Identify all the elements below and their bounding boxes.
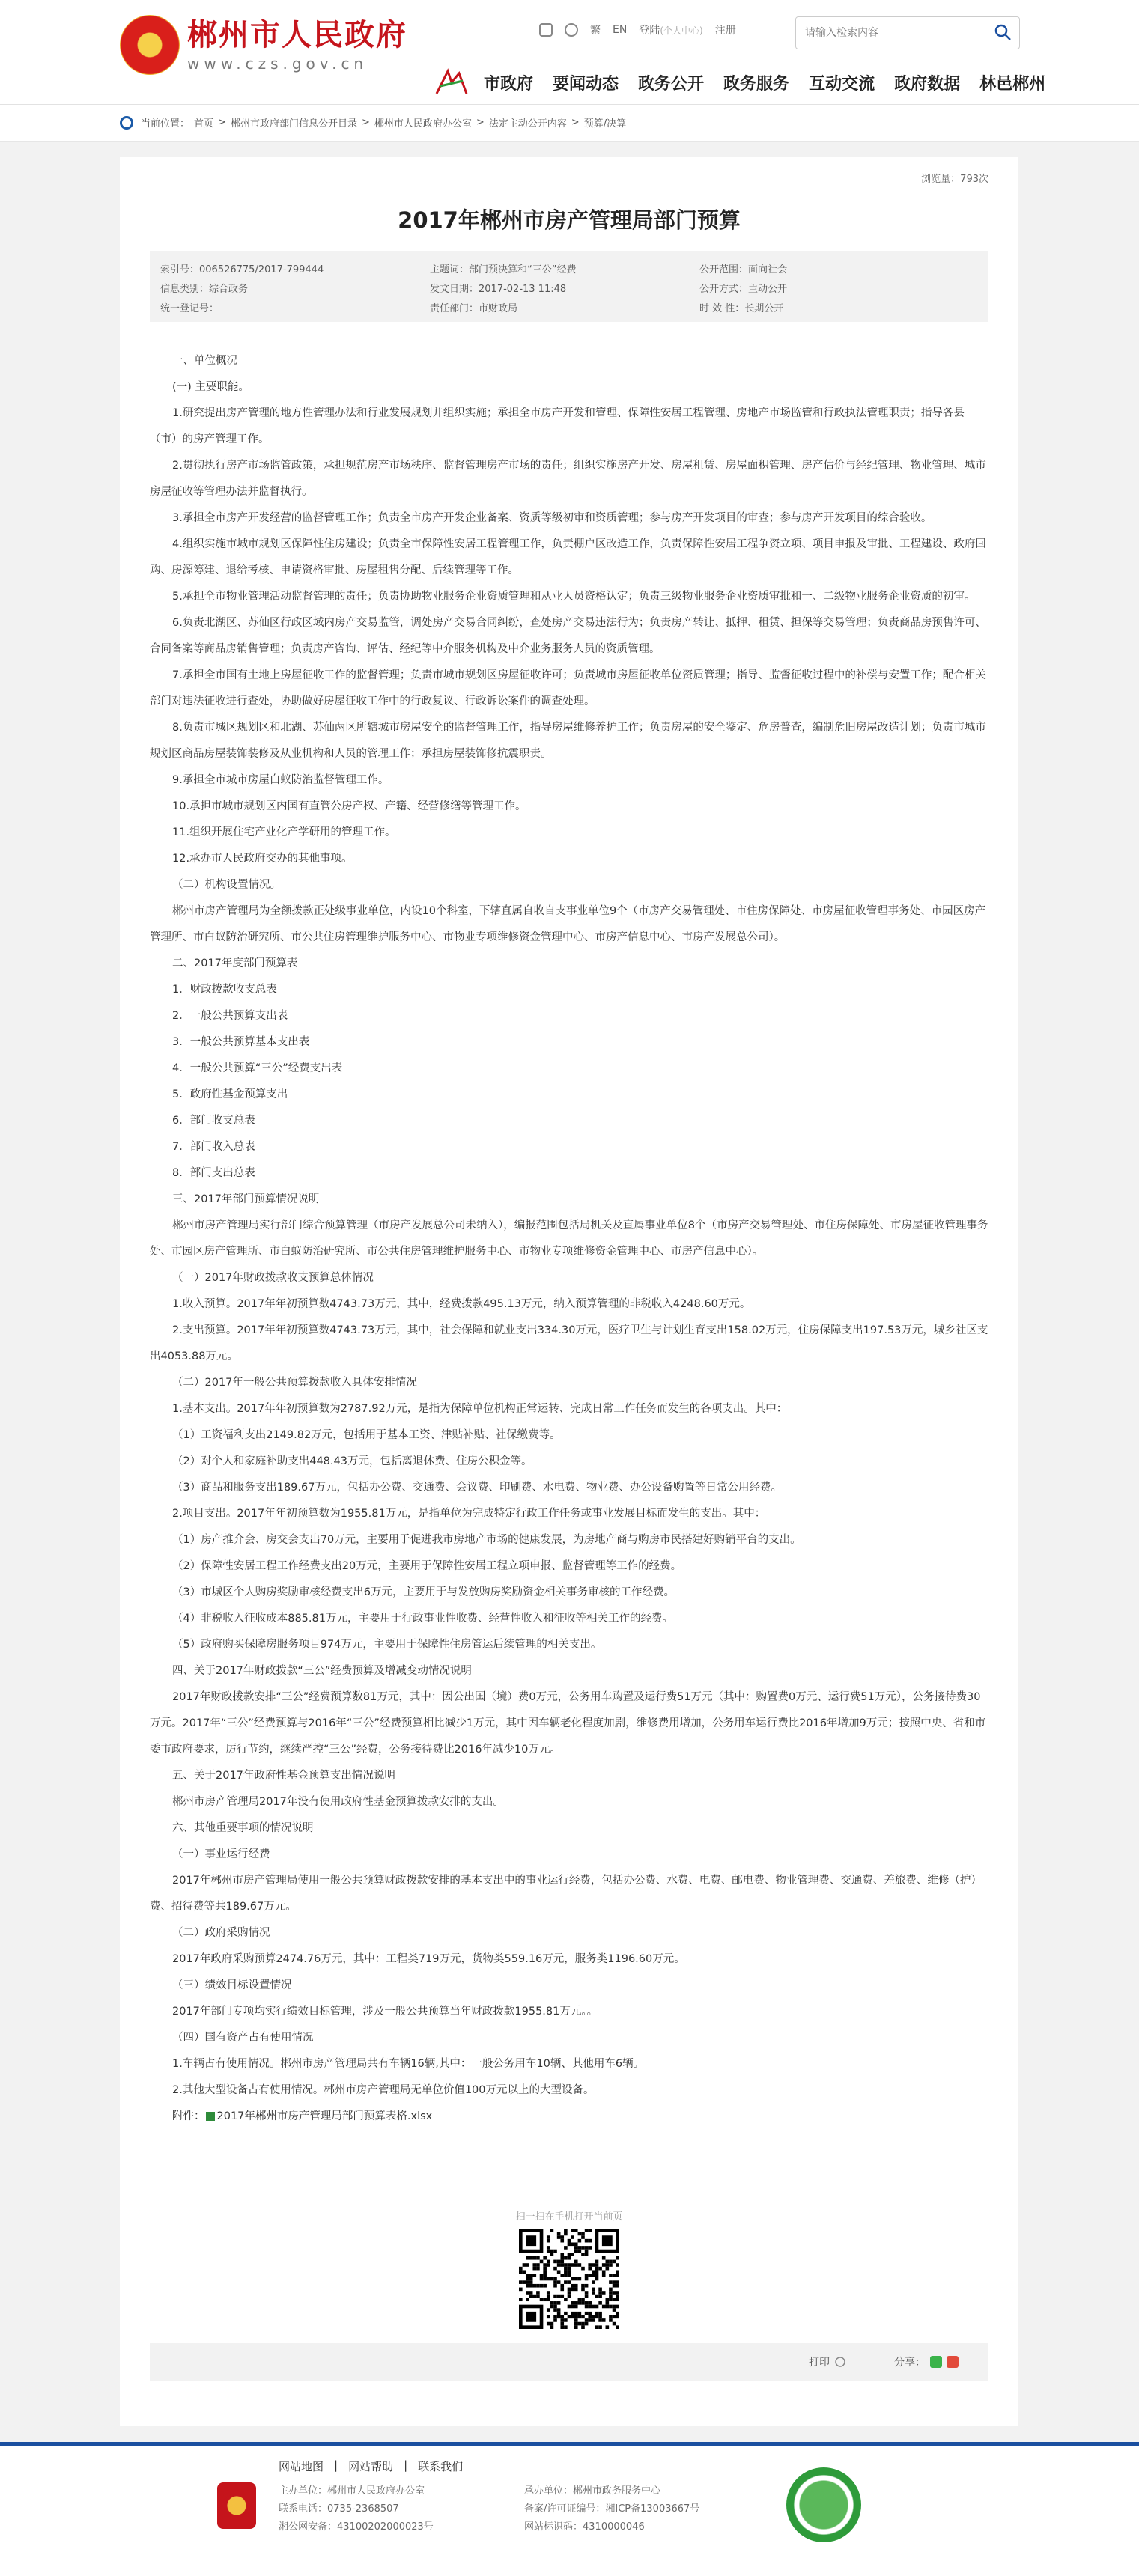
print-button[interactable] bbox=[809, 2354, 846, 2369]
article-paragraph: 2.项目支出。2017年年初预算数为1955.81万元，是指单位为完成特定行政工作任务或事业发展目标而发生的支出。其中： bbox=[172, 1508, 766, 1520]
article-paragraph: 2.其他大型设备占有使用情况。郴州市房产管理局无单位价值100万元以上的大型设备。 bbox=[172, 2084, 595, 2096]
article-paragraph: 2017年部门专项均实行绩效目标管理，涉及一般公共预算当年财政拨款1955.81万元。。 bbox=[172, 2006, 598, 2018]
qr-label: 扫一扫在手机打开当前页 bbox=[515, 2211, 623, 2223]
traditional-chinese-link[interactable]: 繁 bbox=[590, 25, 601, 37]
article-paragraph: 11.组织开展住宅产业化产学研用的管理工作。 bbox=[172, 826, 396, 838]
qr-code-icon bbox=[519, 2229, 619, 2329]
footer-link-contact[interactable]: 联系我们 bbox=[418, 2460, 464, 2473]
article-paragraph: 3.承担全市房产开发经营的监督管理工作；负责全市房产开发企业备案、资质等级初审和资质管理；参与房产开发项目的审查；参与房产开发项目的综合验收。 bbox=[172, 512, 932, 524]
meta-validity: 时 效 性：长期公开 bbox=[699, 303, 784, 314]
footer-link-sitemap[interactable]: 网站地图 bbox=[279, 2460, 324, 2473]
breadcrumb-item-budget[interactable]: 预算/决算 bbox=[583, 118, 627, 130]
elder-mode-icon[interactable] bbox=[565, 23, 578, 37]
article-paragraph: （1）工资福利支出2149.82万元，包括用于基本工资、津贴补贴、社保缴费等。 bbox=[172, 1429, 561, 1441]
footer-organizer: 承办单位：郴州市政务服务中心 bbox=[524, 2485, 661, 2497]
article-paragraph: （一）事业运行经费 bbox=[172, 1848, 270, 1860]
accessibility-icon[interactable] bbox=[539, 23, 553, 37]
footer-info-right bbox=[524, 2482, 699, 2536]
article-paragraph: 4.组织实施市城市规划区保障性住房建设；负责全市保障性安居工程管理工作，负责棚户区改造工作，负责保障性安居工程争资立项、项目申报及审批、工程建设、政府回购、房源筹建、退给考核、申请资格审批、房屋租售分配、后续管理等工作。 bbox=[150, 538, 986, 576]
meta-scope: 公开范围：面向社会 bbox=[699, 264, 788, 275]
breadcrumb-item-office[interactable]: 郴州市人民政府办公室 bbox=[374, 118, 472, 130]
article-paragraph: 12.承办市人民政府交办的其他事项。 bbox=[172, 853, 353, 865]
printer-icon bbox=[834, 2356, 846, 2368]
article-paragraph: 6．部门收支总表 bbox=[172, 1115, 255, 1127]
breadcrumb: 当前位置： 首页 > 郴州市政府部门信息公开目录 > 郴州市人民政府办公室 > 法定主动公开内容 > 预算/决算 bbox=[120, 115, 631, 130]
qr-section bbox=[120, 2208, 1018, 2332]
breadcrumb-item-statutory[interactable]: 法定主动公开内容 bbox=[488, 118, 567, 130]
article-paragraph: （4）非税收入征收成本885.81万元，主要用于行政事业性收费、经营性收入和征收等相关工作的经费。 bbox=[172, 1613, 673, 1625]
attachment-label: 附件： bbox=[172, 2110, 205, 2122]
site-name: 郴州市人民政府 bbox=[187, 18, 407, 52]
footer-sponsor: 主办单位：郴州市人民政府办公室 bbox=[279, 2485, 425, 2497]
article-paragraph: （一）2017年财政拨款收支预算总体情况 bbox=[172, 1272, 374, 1284]
article-paragraph: 3．一般公共预算基本支出表 bbox=[172, 1036, 310, 1048]
article-paragraph: （1）房产推介会、房交会支出70万元，主要用于促进我市房地产市场的健康发展，为房地产商与购房市民搭建好购销平台的支出。 bbox=[172, 1534, 801, 1546]
article-paragraph: 2.贯彻执行房产市场监管政策，承担规范房产市场秩序、监督管理房产市场的责任；组织实施房产开发、房屋租赁、房屋面积管理、房产估价与经纪管理、物业管理、城市房屋征收等管理办法并监督执行。 bbox=[150, 460, 986, 498]
utility-bar bbox=[539, 22, 736, 37]
article-paragraph: (一) 主要职能。 bbox=[172, 381, 249, 393]
attachment-line bbox=[150, 2104, 988, 2130]
article-toolbar bbox=[150, 2343, 988, 2381]
article-paragraph: 2017年政府采购预算2474.76万元，其中：工程类719万元，货物类559.16万元，服务类1196.60万元。 bbox=[172, 1953, 685, 1965]
login-link[interactable]: 登陆(个人中心) bbox=[639, 25, 703, 37]
footer-link-help[interactable]: 网站帮助 bbox=[348, 2460, 394, 2473]
meta-subject: 主题词：部门预决算和“三公”经费 bbox=[430, 264, 577, 275]
print-label: 打印 bbox=[809, 2357, 830, 2369]
meta-dept: 责任部门：市财政局 bbox=[430, 303, 518, 314]
register-link[interactable]: 注册 bbox=[714, 25, 736, 37]
article-paragraph: 8.负责市城区规划区和北湖、苏仙两区所辖城市房屋安全的监督管理工作，指导房屋维修养护工作；负责房屋的安全鉴定、危房普查，编制危旧房屋改造计划；负责市城市规划区商品房屋装饰装修及从业机构和人员的管理工作；承担房屋装饰修抗震职责。 bbox=[150, 722, 986, 760]
article-paragraph: 9.承担全市城市房屋白蚁防治监督管理工作。 bbox=[172, 774, 389, 786]
gov-website-seal-icon[interactable] bbox=[786, 2467, 861, 2542]
article-paragraph: 4．一般公共预算“三公”经费支出表 bbox=[172, 1062, 343, 1074]
nav-item-services[interactable]: 政务服务 bbox=[723, 74, 790, 94]
article-paragraph: 四、关于2017年财政拨款“三公”经费预算及增减变动情况说明 bbox=[172, 1665, 472, 1677]
main-nav bbox=[433, 67, 1065, 97]
article-paragraph: （四）国有资产占有使用情况 bbox=[172, 2032, 314, 2044]
footer-phone: 联系电话：0735-2368507 bbox=[279, 2503, 399, 2515]
article-paragraph: （2）保障性安居工程工作经费支出20万元，主要用于保障性安居工程立项申报、监督管理等工作的经费。 bbox=[172, 1560, 682, 1572]
article-paragraph: 1.基本支出。2017年年初预算数为2787.92万元，是指为保障单位机构正常运转、完成日常工作任务而发生的各项支出。其中： bbox=[172, 1403, 788, 1415]
weibo-share-icon[interactable] bbox=[947, 2356, 959, 2368]
article-paragraph: 郴州市房产管理局2017年没有使用政府性基金预算拨款安排的支出。 bbox=[172, 1796, 504, 1808]
article-paragraph: 六、其他重要事项的情况说明 bbox=[172, 1822, 314, 1834]
breadcrumb-item-catalog[interactable]: 郴州市政府部门信息公开目录 bbox=[230, 118, 357, 130]
search-box bbox=[795, 16, 1020, 49]
nav-item-open-government[interactable]: 政务公开 bbox=[638, 74, 705, 94]
search-icon[interactable] bbox=[994, 23, 1012, 41]
site-url: www.czs.gov.cn bbox=[187, 55, 368, 73]
view-count: 浏览量：793次 bbox=[921, 174, 988, 185]
article-paragraph: 2017年财政拨款安排“三公”经费预算数81万元，其中：因公出国（境）费0万元，公务用车购置及运行费51万元（其中：购置费0万元、运行费51万元），公务接待费30万元。2017年“三公”经费预算与2016年“三公”经费预算相比减少1万元，其中因车辆老化程度加剧，维修费用增加，公务用车运行费比2016年增加9万元；按照中央、省和市委市政府要求，厉行节约，继续严控“三公”经费，公务接待费比2016年减少10万元。 bbox=[150, 1691, 986, 1756]
share-label: 分享： bbox=[894, 2357, 926, 2369]
article-paragraph: 二、2017年度部门预算表 bbox=[172, 957, 298, 969]
location-pin-icon bbox=[120, 116, 133, 130]
article-paragraph: （三）绩效目标设置情况 bbox=[172, 1979, 292, 1991]
article-paragraph: （2）对个人和家庭补助支出448.43万元，包括离退休费、住房公积金等。 bbox=[172, 1455, 532, 1467]
footer-site-code: 网站标识码：4310000046 bbox=[524, 2521, 645, 2533]
nav-decoration-icon bbox=[433, 67, 470, 97]
article-paragraph: （3）商品和服务支出189.67万元，包括办公费、交通费、会议费、印刷费、水电费、物业费、办公设备购置等日常公用经费。 bbox=[172, 1482, 782, 1493]
site-logo[interactable] bbox=[120, 15, 407, 75]
article-paragraph: 6.负责北湖区、苏仙区行政区域内房产交易监管，调处房产交易合同纠纷，查处房产交易违法行为；负责房产转让、抵押、租赁、担保等交易管理；负责商品房预售许可、合同备案等商品房销售管理；负责房产咨询、评估、经纪等中介服务机构及中介业务服务人员的资质管理。 bbox=[150, 617, 986, 655]
article-paragraph: 一、单位概况 bbox=[172, 355, 237, 367]
breadcrumb-label: 当前位置： bbox=[141, 118, 190, 130]
article-paragraph: （5）政府购买保障房服务项目974万元，主要用于保障性住房管运后续管理的相关支出。 bbox=[172, 1639, 602, 1651]
english-link[interactable]: EN bbox=[613, 24, 628, 36]
article-paragraph: 7．部门收入总表 bbox=[172, 1141, 255, 1153]
national-emblem-icon bbox=[120, 15, 180, 75]
article-card bbox=[120, 157, 1018, 2426]
article-paragraph: 五、关于2017年政府性基金预算支出情况说明 bbox=[172, 1770, 395, 1782]
article-paragraph: 5.承担全市物业管理活动监督管理的责任；负责协助物业服务企业资质管理和从业人员资格认定；负责三级物业服务企业资质审批和一、二级物业服务企业资质的初审。 bbox=[172, 591, 976, 603]
meta-index-no: 索引号：006526775/2017-799444 bbox=[160, 264, 324, 275]
site-header bbox=[0, 0, 1139, 105]
nav-item-interaction[interactable]: 互动交流 bbox=[809, 74, 875, 94]
article-paragraph: 三、2017年部门预算情况说明 bbox=[172, 1193, 320, 1205]
article-paragraph: 1．财政拨款收支总表 bbox=[172, 984, 277, 996]
meta-publish-date: 发文日期：2017-02-13 11:48 bbox=[430, 284, 567, 295]
article-paragraph: （二）2017年一般公共预算拨款收入具体安排情况 bbox=[172, 1377, 417, 1389]
article-paragraph: （二）机构设置情况。 bbox=[172, 879, 281, 891]
attachment-link[interactable]: 2017年郴州市房产管理局部门预算表格.xlsx bbox=[216, 2110, 433, 2122]
article-paragraph: 7.承担全市国有土地上房屋征收工作的监督管理；负责市城市规划区房屋征收许可；负责城市房屋征收单位资质管理；指导、监督征收过程中的补偿与安置工作；配合相关部门对违法征收进行查处，协助做好房屋征收工作中的行政复议、行政诉讼案件的调查处理。 bbox=[150, 669, 986, 707]
article-paragraph: 10.承担市城市规划区内国有直管公房产权、产籍、经营修缮等管理工作。 bbox=[172, 800, 526, 812]
nav-item-data[interactable]: 政府数据 bbox=[894, 74, 961, 94]
article-meta bbox=[150, 251, 988, 322]
footer-info-left bbox=[279, 2482, 434, 2536]
site-footer bbox=[0, 2442, 1139, 2576]
article-paragraph: 5．政府性基金预算支出 bbox=[172, 1088, 288, 1100]
article-paragraph: 2017年郴州市房产管理局使用一般公共预算财政拨款安排的基本支出中的事业运行经费，包括办公费、水费、电费、邮电费、物业管理费、交通费、差旅费、维修（护）费、招待费等共189.67万元。 bbox=[150, 1875, 982, 1913]
article-paragraph: 1.车辆占有使用情况。郴州市房产管理局共有车辆16辆,其中：一般公务用车10辆、其他用车6辆。 bbox=[172, 2058, 645, 2070]
article-paragraph: （3）市城区个人购房奖励审核经费支出6万元，主要用于与发放购房奖励资金相关事务审核的工作经费。 bbox=[172, 1586, 675, 1598]
nav-item-linyi-chenzhou[interactable]: 林邑郴州 bbox=[979, 74, 1046, 94]
article-paragraph: 2．一般公共预算支出表 bbox=[172, 1010, 288, 1022]
wechat-share-icon[interactable] bbox=[930, 2356, 942, 2368]
article-paragraph: 郴州市房产管理局为全额拨款正处级事业单位，内设10个科室，下辖直属自收自支事业单位9个（市房产交易管理处、市住房保障处、市房屋征收管理事务处、市园区房产管理所、市白蚁防治研究所、市公共住房管理维护服务中心、市物业专项维修资金管理中心、市房产信息中心、市房产发展总公司）。 bbox=[150, 905, 986, 943]
article-paragraph: 郴州市房产管理局实行部门综合预算管理（市房产发展总公司未纳入），编报范围包括局机关及直属事业单位8个（市房产交易管理处、市住房保障处、市房屋征收管理事务处、市园区房产管理所、市白蚁防治研究所、市公共住房管理维护服务中心、市物业专项维修资金管理中心、市房产信息中心）。 bbox=[150, 1220, 988, 1258]
article-paragraph: （二）政府采购情况 bbox=[172, 1927, 270, 1939]
footer-icp[interactable]: 备案/许可证编号：湘ICP备13003667号 bbox=[524, 2503, 700, 2515]
footer-links: 网站地图 | 网站帮助 | 联系我们 bbox=[279, 2458, 464, 2473]
excel-file-icon bbox=[205, 2111, 216, 2122]
article-body bbox=[150, 348, 988, 2130]
footer-police[interactable]: 湘公网安备：43100202000023号 bbox=[279, 2521, 434, 2533]
meta-mode: 公开方式：主动公开 bbox=[699, 284, 788, 295]
article-paragraph: 1.收入预算。2017年年初预算数4743.73万元，其中，经费拨款495.13万元，纳入预算管理的非税收入4248.60万元。 bbox=[172, 1298, 751, 1310]
article-paragraph: 8．部门支出总表 bbox=[172, 1167, 255, 1179]
article-paragraph: 1.研究提出房产管理的地方性管理办法和行业发展规划并组织实施；承担全市房产开发和管理、保障性安居工程管理、房地产市场监管和行政执法管理职责；指导各县（市）的房产管理工作。 bbox=[150, 407, 965, 445]
nav-item-government[interactable]: 市政府 bbox=[484, 74, 534, 94]
share-group bbox=[894, 2354, 959, 2369]
breadcrumb-item-home[interactable]: 首页 bbox=[194, 118, 214, 130]
meta-category: 信息类别：综合政务 bbox=[160, 284, 249, 295]
party-gov-badge-icon[interactable] bbox=[217, 2482, 256, 2529]
page-title: 2017年郴州市房产管理局部门预算 bbox=[398, 207, 741, 233]
search-input[interactable] bbox=[796, 17, 983, 49]
article-paragraph: 2.支出预算。2017年年初预算数4743.73万元，其中，社会保障和就业支出334.30万元，医疗卫生与计划生育支出158.02万元，住房保障支出197.53万元，城乡社区支出4053.88万元。 bbox=[150, 1324, 988, 1362]
breadcrumb-bar bbox=[0, 105, 1139, 142]
nav-item-news[interactable]: 要闻动态 bbox=[553, 74, 619, 94]
meta-unified-no: 统一登记号： bbox=[160, 303, 219, 314]
